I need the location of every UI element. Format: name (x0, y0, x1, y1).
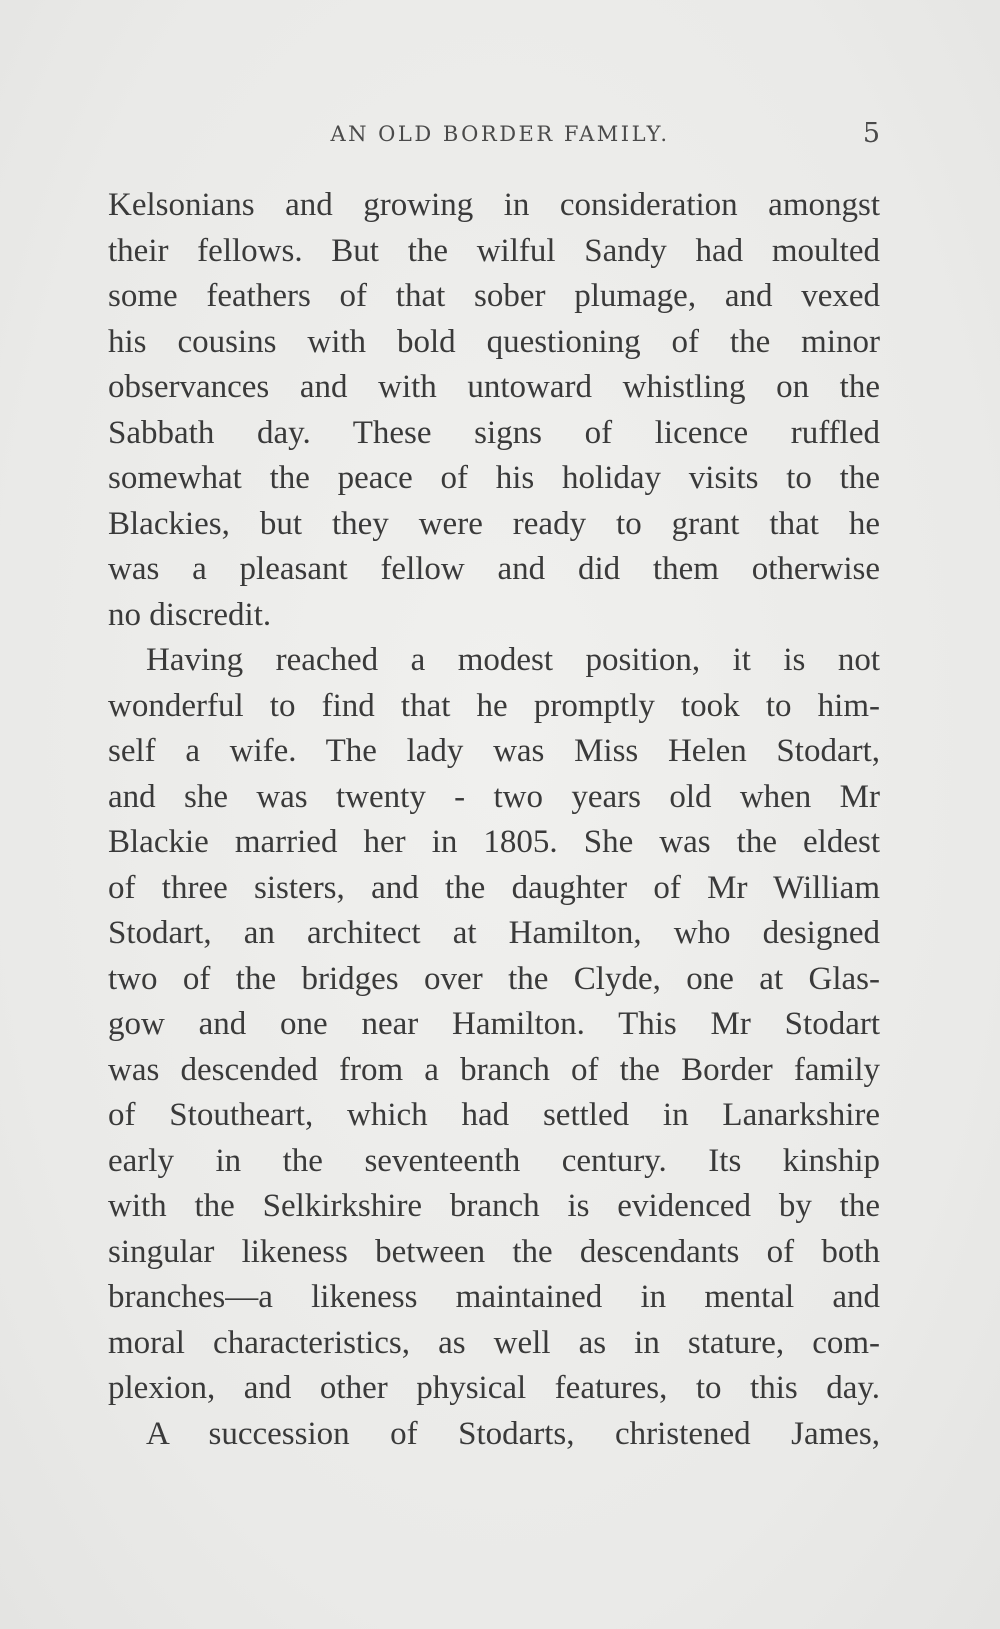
paragraph-start-line: A succession of Stodarts, christened James, (146, 1415, 880, 1452)
text-line: somewhat the peace of his holiday visits to the (108, 460, 880, 496)
text-line: was descended from a branch of the Border family (108, 1051, 880, 1088)
text-line: observances and with untoward whistling on the (108, 369, 880, 405)
text-line: was a pleasant fellow and did them otherwise (108, 551, 880, 587)
text-line: of three sisters, and the daughter of Mr William (108, 869, 880, 906)
page-number: 5 (862, 118, 880, 149)
text-line: of Stoutheart, which had settled in Lanarkshire (108, 1097, 880, 1133)
text-line: some feathers of that sober plumage, and vexed (108, 278, 880, 314)
text-line: moral characteristics, as well as in stature, com- (108, 1324, 880, 1361)
text-line: wonderful to find that he promptly took to him- (108, 687, 880, 724)
text-line: with the Selkirkshire branch is evidenced by the (108, 1188, 880, 1224)
body-text (108, 183, 880, 1457)
text-line: and she was twenty - two years old when Mr (108, 778, 880, 815)
text-line: their fellows. But the wilful Sandy had moulted (108, 232, 880, 269)
text-line: Kelsonians and growing in consideration amongst (108, 187, 880, 223)
text-line: gow and one near Hamilton. This Mr Stodart (108, 1006, 880, 1042)
text-line: self a wife. The lady was Miss Helen Stodart, (108, 733, 880, 769)
text-line: no discredit. (108, 596, 272, 633)
text-line: Stodart, an architect at Hamilton, who designed (108, 915, 880, 951)
running-head (108, 118, 880, 158)
text-line: singular likeness between the descendants of both (108, 1233, 880, 1270)
text-line: early in the seventeenth century. Its kinship (108, 1142, 880, 1179)
text-line: branches—a likeness maintained in mental and (108, 1279, 880, 1315)
text-line: two of the bridges over the Clyde, one at Glas- (108, 960, 880, 997)
text-line: his cousins with bold questioning of the minor (108, 323, 880, 360)
running-title: AN OLD BORDER FAMILY. (330, 122, 670, 146)
text-line: plexion, and other physical features, to this day. (108, 1370, 880, 1406)
text-line: Sabbath day. These signs of licence ruffled (108, 414, 880, 451)
text-line: Blackie married her in 1805. She was the eldest (108, 824, 880, 860)
text-line: Blackies, but they were ready to grant that he (108, 505, 880, 542)
paragraph-start-line: Having reached a modest position, it is not (146, 642, 880, 678)
